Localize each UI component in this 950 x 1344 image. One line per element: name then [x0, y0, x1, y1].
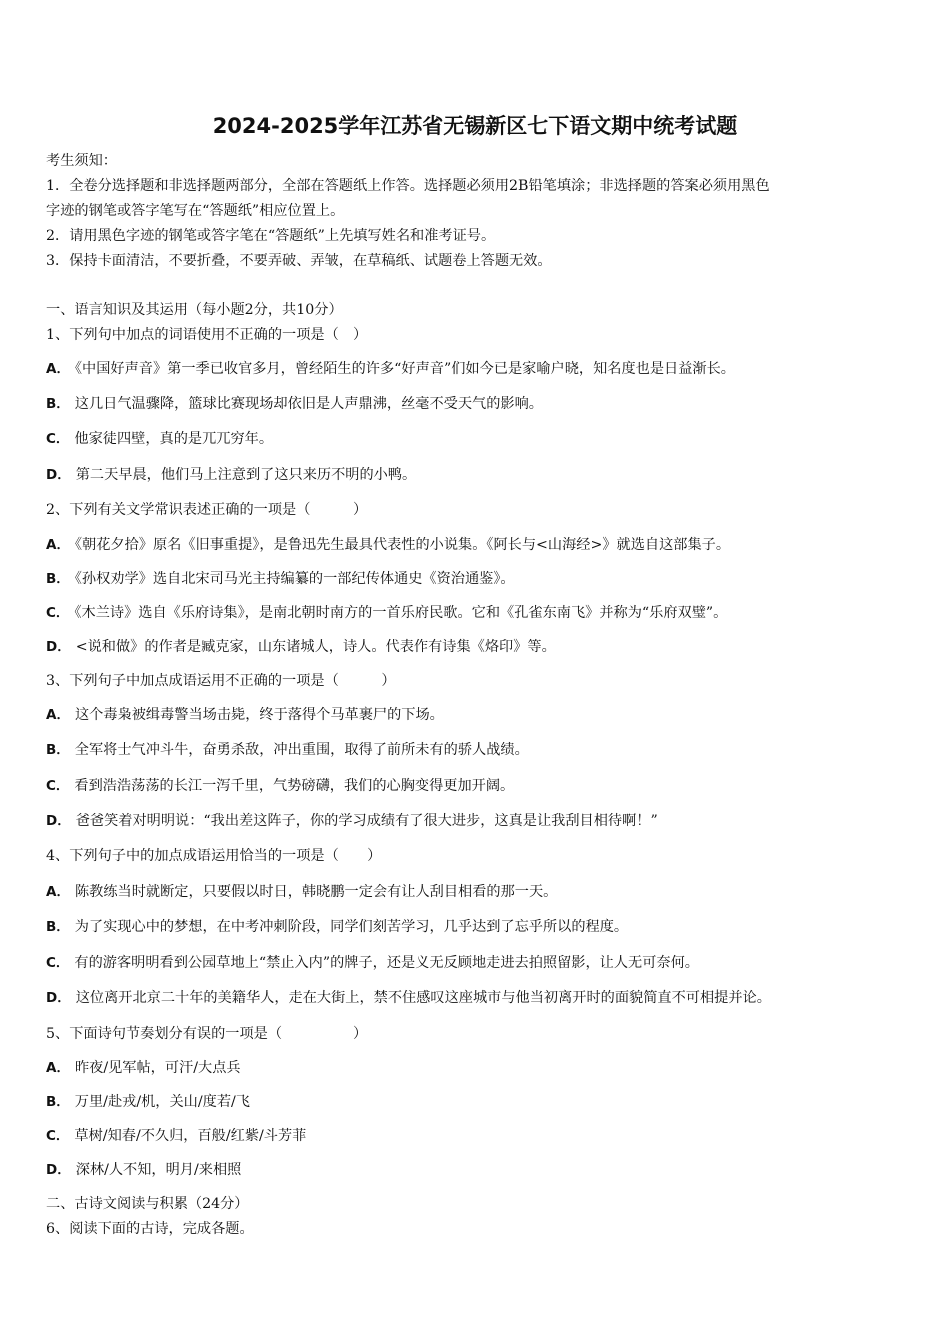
- option-text: 为了实现心中的梦想，在中考冲刺阶段，同学们刻苦学习，几乎达到了忘乎所以的程度。: [74, 919, 629, 935]
- q5-option-a: [46, 1058, 241, 1078]
- option-text: 这位离开北京二十年的美籍华人，走在大街上，禁不住感叹这座城市与他当初离开时的面貌简直不可相提并论。: [75, 990, 771, 1006]
- option-text: 昨夜/见军帖，可汗/大点兵: [74, 1060, 241, 1076]
- q3-option-c: [46, 776, 514, 796]
- option-letter: A．: [46, 707, 70, 723]
- option-letter: C．: [46, 955, 70, 971]
- q2-option-c: [46, 603, 727, 623]
- q1-option-c: [46, 429, 273, 449]
- notice-item: 1．全卷分选择题和非选择题两部分，全部在答题纸上作答。选择题必须用2B铅笔填涂；非选择题的答案必须用黑色: [46, 178, 770, 194]
- question-stem-5: 5、下面诗句节奏划分有误的一项是（ ）: [46, 1026, 368, 1042]
- option-text: 《孙权劝学》选自北宋司马光主持编纂的一部纪传体通史《资治通鉴》。: [74, 571, 515, 587]
- option-letter: A．: [46, 1060, 70, 1076]
- option-text: 这个毒枭被缉毒警当场击毙，终于落得个马革裹尸的下场。: [74, 707, 444, 723]
- question-stem-2: 2、下列有关文学常识表述正确的一项是（ ）: [46, 502, 368, 518]
- notice-item: 2．请用黑色字迹的钢笔或答字笔在“答题纸”上先填写姓名和准考证号。: [46, 228, 496, 244]
- option-letter: A．: [46, 537, 70, 553]
- section-heading-2: 二、古诗文阅读与积累（24分）: [46, 1196, 249, 1212]
- option-letter: D．: [46, 467, 71, 483]
- option-letter: A．: [46, 884, 70, 900]
- q1-option-a: [46, 359, 735, 379]
- q5-option-d: [46, 1160, 241, 1180]
- notice-heading: 考生须知：: [46, 153, 117, 169]
- question-stem-1: 1、下列句中加点的词语使用不正确的一项是（ ）: [46, 327, 368, 343]
- option-letter: A．: [46, 361, 70, 377]
- notice-item: 3．保持卡面清洁，不要折叠，不要弄破、弄皱，在草稿纸、试题卷上答题无效。: [46, 253, 552, 269]
- question-stem-3: 3、下列句子中加点成语运用不正确的一项是（ ）: [46, 673, 396, 689]
- option-text: 第二天早晨，他们马上注意到了这只来历不明的小鸭。: [75, 467, 417, 483]
- q5-option-b: [46, 1092, 250, 1112]
- q2-option-d: [46, 637, 556, 657]
- notice-item: 字迹的钢笔或答字笔写在“答题纸”相应位置上。: [46, 203, 345, 219]
- option-text: 他家徒四壁，真的是兀兀穷年。: [74, 431, 274, 447]
- option-text: 有的游客明明看到公园草地上“禁止入内”的牌子，还是义无反顾地走进去拍照留影，让人无可奈何。: [74, 955, 699, 971]
- option-letter: B．: [46, 396, 70, 412]
- question-stem-6: 6、阅读下面的古诗，完成各题。: [46, 1221, 254, 1237]
- option-letter: C．: [46, 778, 70, 794]
- option-letter: B．: [46, 919, 70, 935]
- q3-option-b: [46, 740, 529, 760]
- q4-option-b: [46, 917, 628, 937]
- option-letter: C．: [46, 431, 70, 447]
- q3-option-a: [46, 705, 444, 725]
- section-heading-1: 一、语言知识及其运用（每小题2分，共10分）: [46, 302, 343, 318]
- option-text: 《中国好声音》第一季已收官多月，曾经陌生的许多“好声音”们如今已是家喻户晓，知名度也是日益渐长。: [74, 361, 735, 377]
- option-text: 深林/人不知，明月/来相照: [75, 1162, 242, 1178]
- option-letter: B．: [46, 742, 70, 758]
- q1-option-d: [46, 465, 416, 485]
- option-text: 《朝花夕拾》原名《旧事重提》，是鲁迅先生最具代表性的小说集。《阿长与<山海经>》就选自这部集子。: [74, 537, 731, 553]
- option-letter: D．: [46, 639, 71, 655]
- option-letter: B．: [46, 1094, 70, 1110]
- option-text: 全军将士气冲斗牛，奋勇杀敌，冲出重围，取得了前所未有的骄人战绩。: [74, 742, 529, 758]
- option-text: 万里/赴戎/机，关山/度若/飞: [74, 1094, 250, 1110]
- page-title: 2024-2025学年江苏省无锡新区七下语文期中统考试题: [212, 114, 738, 138]
- option-text: 草树/知春/不久归，百般/红紫/斗芳菲: [74, 1128, 307, 1144]
- option-letter: D．: [46, 813, 71, 829]
- option-letter: D．: [46, 990, 71, 1006]
- q4-option-c: [46, 953, 699, 973]
- q1-option-b: [46, 394, 543, 414]
- question-stem-4: 4、下列句子中的加点成语运用恰当的一项是（ ）: [46, 848, 382, 864]
- q2-option-a: [46, 535, 730, 555]
- option-text: 这几日气温骤降，篮球比赛现场却依旧是人声鼎沸，丝毫不受天气的影响。: [74, 396, 543, 412]
- option-letter: C．: [46, 605, 70, 621]
- q3-option-d: [46, 811, 658, 831]
- option-letter: D．: [46, 1162, 71, 1178]
- q4-option-d: [46, 988, 771, 1008]
- option-text: 《木兰诗》选自《乐府诗集》，是南北朝时南方的一首乐府民歌。它和《孔雀东南飞》并称为“乐府双璧”。: [74, 605, 728, 621]
- option-text: 看到浩浩荡荡的长江一泻千里，气势磅礴，我们的心胸变得更加开阔。: [74, 778, 515, 794]
- option-text: <说和做》的作者是臧克家，山东诸城人，诗人。代表作有诗集《烙印》等。: [75, 639, 556, 655]
- option-letter: C．: [46, 1128, 70, 1144]
- q4-option-a: [46, 882, 557, 902]
- option-text: 陈教练当时就断定，只要假以时日，韩晓鹏一定会有让人刮目相看的那一天。: [74, 884, 558, 900]
- option-letter: B．: [46, 571, 70, 587]
- q5-option-c: [46, 1126, 306, 1146]
- q2-option-b: [46, 569, 515, 589]
- option-text: 爸爸笑着对明明说：“我出差这阵子，你的学习成绩有了很大进步，这真是让我刮目相待啊！”: [75, 813, 658, 829]
